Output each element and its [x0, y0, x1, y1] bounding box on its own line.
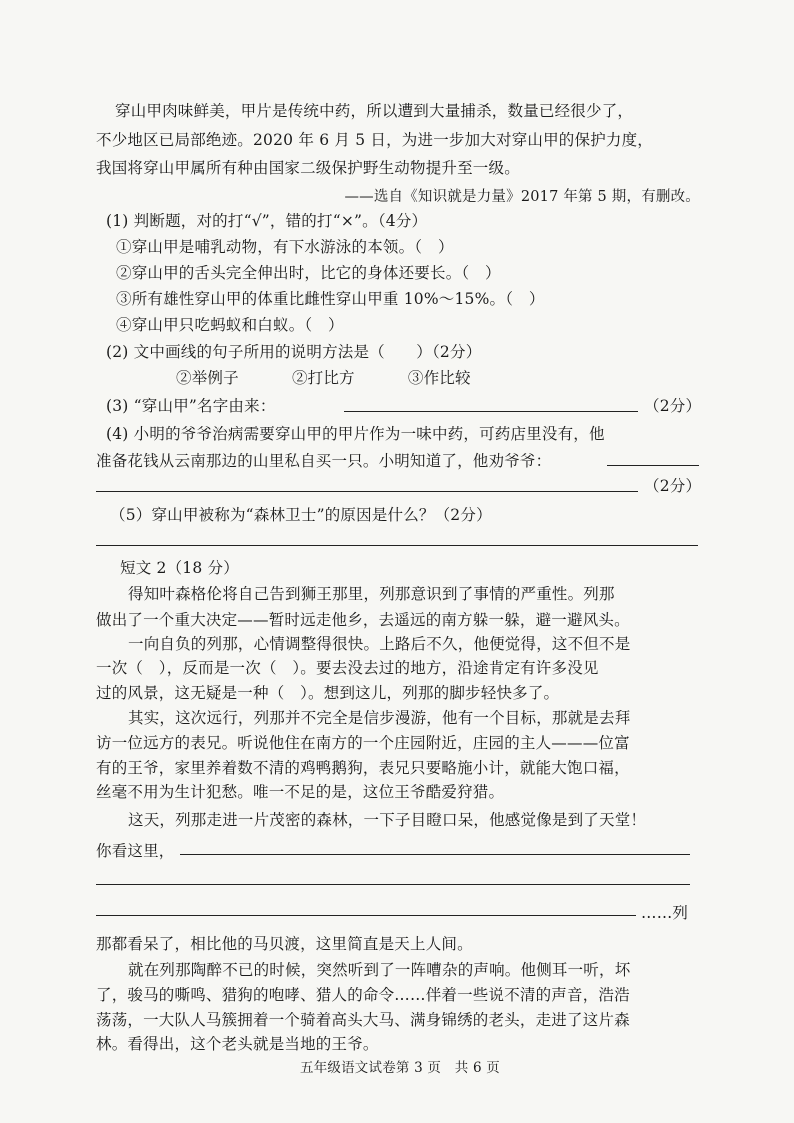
passage1-line-1: 穿山甲肉味鲜美，甲片是传统中药，所以遭到大量捕杀，数量已经很少了，: [115, 102, 634, 120]
q1-stem: (1) 判断题，对的打“√”，错的打“×”。（4分）: [106, 212, 428, 230]
q2-stem: (2) 文中画线的句子所用的说明方法是（ ）（2分）: [106, 343, 482, 361]
p2-para3-line-1: 其实，这次远行，列那并不完全是信步漫游，他有一个目标，那就是去拜: [128, 709, 631, 727]
p2-answer-line-3[interactable]: [96, 915, 636, 916]
p2-para6-line-4: 林。看得出，这个老头就是当地的王爷。: [96, 1035, 379, 1053]
q4-answer-line-2[interactable]: [96, 491, 638, 492]
passage2-heading: 短文 2（18 分）: [120, 559, 239, 577]
p2-para4-line-1: 这天，列那走进一片茂密的森林，一下子目瞪口呆，他感觉像是到了天堂！: [128, 811, 647, 829]
q1-item-2: ②穿山甲的舌头完全伸出时，比它的身体还要长。（ ）: [116, 264, 501, 282]
p2-para4-line-2: 你看这里，: [96, 842, 175, 860]
q2-option-b[interactable]: ②打比方: [291, 369, 355, 387]
p2-para1-line-1: 得知叶森格伦将自己告到狮王那里，列那意识到了事情的严重性。列那: [128, 585, 615, 603]
p2-trail-text: ……列: [641, 904, 689, 922]
p2-para2-line-3: 过的风景，这无疑是一种（ ）。想到这儿，列那的脚步轻快多了。: [96, 684, 560, 702]
p2-answer-line-1[interactable]: [180, 854, 690, 855]
p2-para6-line-1: 就在列那陶醉不已的时候，突然听到了一阵嘈杂的声响。他侧耳一听，坏: [128, 961, 631, 979]
p2-para2-line-2: 一次（ ），反而是一次（ ）。要去没去过的地方，沿途肯定有许多没见: [96, 659, 599, 677]
q2-option-c[interactable]: ③作比较: [407, 369, 471, 387]
passage1-line-3: 我国将穿山甲属所有种由国家二级保护野生动物提升至一级。: [96, 159, 520, 177]
p2-para6-line-2: 了，骏马的嘶鸣、猎狗的咆哮、猎人的命令……伴着一些说不清的声音，浩浩: [96, 986, 630, 1004]
p2-para2-line-1: 一向自负的列那，心情调整得很快。上路后不久，他便觉得，这不但不是: [128, 635, 631, 653]
p2-para1-line-2: 做出了一个重大决定——暂时远走他乡，去遥远的南方躲一躲，避一避风头。: [96, 611, 630, 629]
p2-para5: 那都看呆了，相比他的马贝渡，这里简直是天上人间。: [96, 935, 473, 953]
q1-item-1: ①穿山甲是哺乳动物，有下水游泳的本领。（ ）: [116, 238, 454, 256]
p2-para3-line-2: 访一位远方的表兄。听说他住在南方的一个庄园附近，庄园的主人———位富: [96, 734, 630, 752]
q2-options: [176, 366, 519, 388]
q5-stem: （5）穿山甲被称为“森林卫士”的原因是什么？（2分）: [110, 506, 492, 524]
q4-answer-line-1[interactable]: [607, 465, 699, 466]
p2-para6-line-3: 荡荡，一大队人马簇拥着一个骑着高头大马、满身锦绣的老头，走进了这片森: [96, 1011, 630, 1029]
p2-para3-line-3: 有的王爷，家里养着数不清的鸡鸭鹅狗，表兄只要略施小计，就能大饱口福，: [96, 759, 630, 777]
q3-score: （2分）: [644, 397, 702, 415]
passage1-line-2: 不少地区已局部绝迹。2020 年 6 月 5 日，为进一步加大对穿山甲的保护力度，: [96, 131, 654, 149]
q4-line-1: (4) 小明的爷爷治病需要穿山甲的甲片作为一味中药，可药店里没有，他: [106, 425, 605, 443]
page-footer: 五年级语文试卷第 3 页 共 6 页: [300, 1060, 500, 1076]
q3-stem: (3) “穿山甲”名字由来：: [106, 397, 276, 415]
q2-option-a[interactable]: ②举例子: [176, 369, 239, 387]
p2-answer-line-2[interactable]: [96, 884, 690, 885]
q4-line-2: 准备花钱从云南那边的山里私自买一只。小明知道了，他劝爷爷：: [96, 452, 552, 470]
p2-para3-line-4: 丝毫不用为生计犯愁。唯一不足的是，这位王爷酷爱狩猎。: [96, 783, 505, 801]
q1-item-4: ④穿山甲只吃蚂蚁和白蚁。（ ）: [116, 316, 344, 334]
q5-answer-line[interactable]: [96, 545, 698, 546]
q1-item-3: ③所有雄性穿山甲的体重比雌性穿山甲重 10%～15%。（ ）: [116, 290, 545, 308]
q4-score: （2分）: [644, 477, 702, 495]
q3-answer-line[interactable]: [344, 411, 638, 412]
passage1-source: ——选自《知识就是力量》2017 年第 5 期，有删改。: [344, 189, 700, 205]
